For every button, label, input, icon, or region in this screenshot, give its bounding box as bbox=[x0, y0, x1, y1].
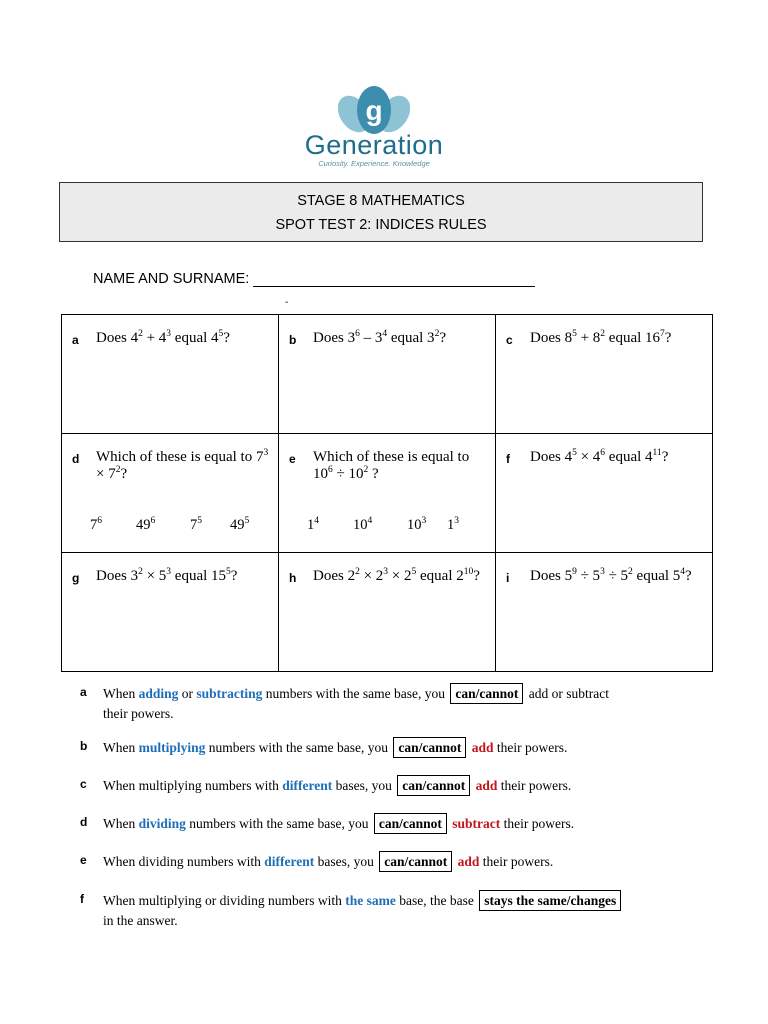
question-label: c bbox=[506, 333, 513, 347]
question-cell-e bbox=[279, 434, 496, 553]
answer-option[interactable]: $7^5$ bbox=[190, 516, 202, 533]
statement-label: f bbox=[80, 892, 84, 906]
answer-option[interactable]: $1^4$ bbox=[307, 516, 319, 533]
statement-label: b bbox=[80, 739, 88, 753]
statement-text: When dividing numbers with the same base, you can/cannot subtract their powers. bbox=[103, 813, 574, 834]
choice-box[interactable]: can/cannot bbox=[393, 737, 466, 758]
test-title-box bbox=[59, 182, 703, 242]
question-label: e bbox=[289, 452, 296, 466]
statement-text: When multiplying numbers with different bases, you can/cannot add their powers. bbox=[103, 775, 571, 796]
stage-title: STAGE 8 MATHEMATICS bbox=[297, 193, 465, 209]
question-label: d bbox=[72, 452, 80, 466]
statement-label: c bbox=[80, 777, 87, 791]
name-input-line[interactable] bbox=[253, 272, 535, 287]
question-label: a bbox=[72, 333, 79, 347]
test-subtitle: SPOT TEST 2: INDICES RULES bbox=[275, 217, 487, 233]
question-text: Does $3^6 - 3^4$ equal $3^2$? bbox=[313, 329, 446, 346]
question-cell-i bbox=[496, 553, 713, 672]
question-text: Does $3^2 \times 5^3$ equal $15^5$? bbox=[96, 567, 238, 584]
answer-option[interactable]: $10^3$ bbox=[407, 516, 427, 533]
question-label: i bbox=[506, 571, 510, 585]
choice-box[interactable]: can/cannot bbox=[397, 775, 470, 796]
answer-option[interactable]: $1^3$ bbox=[447, 516, 459, 533]
question-cell-g bbox=[62, 553, 279, 672]
statement-text: When adding or subtracting numbers with the same base, you can/cannot add or subtract their powers. bbox=[103, 683, 609, 723]
statement-label: a bbox=[80, 685, 87, 699]
question-cell-h bbox=[279, 553, 496, 672]
question-text: Does $4^2 + 4^3$ equal $4^5$? bbox=[96, 329, 230, 346]
question-cell-f bbox=[496, 434, 713, 553]
question-label: b bbox=[289, 333, 297, 347]
question-label: g bbox=[72, 571, 80, 585]
question-text: Which of these is equal to $7^3 \times 7^2$? bbox=[96, 448, 269, 482]
answer-option[interactable]: $10^4$ bbox=[353, 516, 373, 533]
question-label: f bbox=[506, 452, 510, 466]
question-text: Does $5^9 \div 5^3 \div 5^2$ equal $5^4$? bbox=[530, 567, 692, 584]
statement-label: e bbox=[80, 853, 87, 867]
choice-box[interactable]: can/cannot bbox=[374, 813, 447, 834]
questions-grid bbox=[61, 314, 713, 672]
statement-text: When multiplying or dividing numbers with the same base, the base stays the same/changes in the answer. bbox=[103, 890, 623, 930]
choice-box[interactable]: can/cannot bbox=[450, 683, 523, 704]
question-text: Does $4^5 \times 4^6$ equal $4^{11}$? bbox=[530, 448, 669, 465]
question-text: Does $8^5 + 8^2$ equal $16^7$? bbox=[530, 329, 672, 346]
question-text: Which of these is equal to $10^6 \div 10^2$ ? bbox=[313, 449, 470, 482]
name-field-row bbox=[93, 271, 535, 287]
answer-option[interactable]: $49^6$ bbox=[136, 516, 156, 533]
logo-tagline: Curiosity. Experience. Knowledge bbox=[318, 159, 430, 168]
answer-option[interactable]: $7^6$ bbox=[90, 516, 102, 533]
question-cell-c bbox=[496, 315, 713, 434]
question-cell-b bbox=[279, 315, 496, 434]
name-label: NAME AND SURNAME: bbox=[93, 271, 250, 287]
statement-label: d bbox=[80, 815, 88, 829]
generation-logo bbox=[300, 86, 448, 170]
choice-box[interactable]: stays the same/changes bbox=[479, 890, 621, 911]
statement-text: When dividing numbers with different bases, you can/cannot add their powers. bbox=[103, 851, 553, 872]
question-text: Does $2^2 \times 2^3 \times 2^5$ equal $2^{10}$? bbox=[313, 567, 480, 584]
stray-dash: - bbox=[285, 297, 289, 308]
choice-box[interactable]: can/cannot bbox=[379, 851, 452, 872]
question-cell-a bbox=[62, 315, 279, 434]
statement-text: When multiplying numbers with the same base, you can/cannot add their powers. bbox=[103, 737, 567, 758]
logo-wordmark: Generation bbox=[304, 130, 444, 160]
lotus-logo-icon bbox=[338, 86, 410, 136]
svg-text:g: g bbox=[365, 95, 383, 126]
question-label: h bbox=[289, 571, 297, 585]
question-cell-d bbox=[62, 434, 279, 553]
answer-option[interactable]: $49^5$ bbox=[230, 516, 250, 533]
